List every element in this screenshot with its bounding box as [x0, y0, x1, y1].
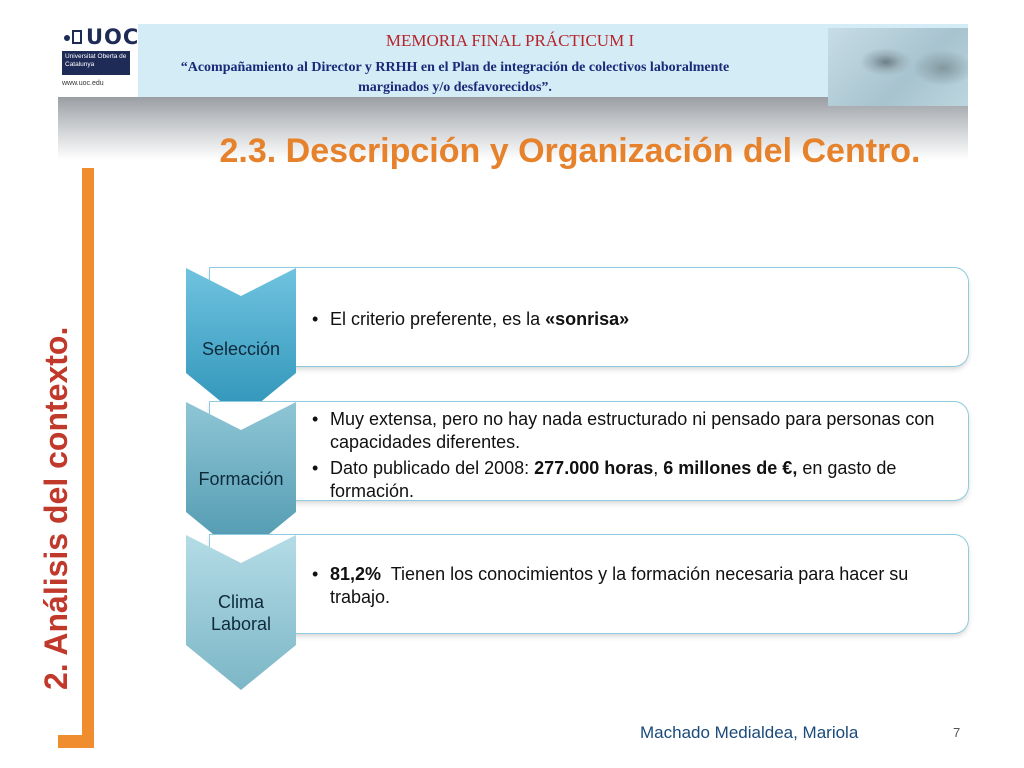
- logo-text: UOC: [86, 25, 140, 49]
- bullet-item: • Dato publicado del 2008: 277.000 horas, 6 millones de €, en gasto de formación.: [312, 458, 897, 501]
- footer-author: Machado Medialdea, Mariola: [640, 723, 859, 742]
- chevron-seleccion: [186, 268, 296, 418]
- side-section-title: 2. Análisis del contexto.: [38, 326, 74, 690]
- page-number: 7: [953, 725, 961, 740]
- side-bracket-foot: [58, 735, 94, 748]
- row-seleccion: [210, 268, 968, 366]
- chevron-label-formacion: Formación: [198, 469, 284, 489]
- logo-university: Universitat Oberta de Catalunya: [62, 51, 130, 75]
- bullet-item: • 81,2% Tienen los conocimientos y la formación necesaria para hacer su trabajo.: [312, 564, 914, 607]
- side-bracket: [82, 168, 94, 748]
- uoc-logo-icon: [64, 30, 86, 46]
- uoc-logo: [58, 24, 138, 97]
- eye-photo: [828, 28, 968, 106]
- bullet-item: • El criterio preferente, es la «sonrisa»: [312, 309, 630, 329]
- row-formacion: [210, 402, 968, 500]
- slide-title: 2.3. Descripción y Organización del Centro.: [219, 132, 921, 170]
- logo-url: www.uoc.edu: [62, 80, 104, 87]
- chevron-label-seleccion: Selección: [201, 339, 281, 359]
- header-subtitle: “Acompañamiento al Director y RRHH en el Plan de integración de colectivos laboralmente marginados y/o desfavorecidos”.: [180, 60, 730, 95]
- chevron-label-clima-laboral: Clima Laboral: [210, 592, 272, 634]
- bullet-item: • Muy extensa, pero no hay nada estructurado ni pensado para personas con capacidades diferentes.: [312, 409, 935, 452]
- chevron-formacion: [186, 402, 296, 557]
- chevron-clima-laboral: [186, 535, 296, 690]
- header-title: MEMORIA FINAL PRÁCTICUM I: [385, 31, 635, 50]
- row-clima-laboral: [210, 535, 968, 633]
